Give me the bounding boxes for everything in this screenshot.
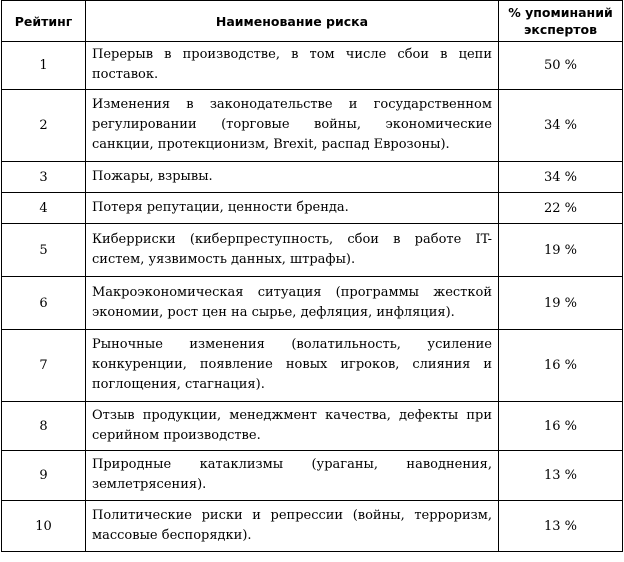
rank-cell: 2 <box>2 90 86 162</box>
table-row <box>2 277 623 330</box>
rank-cell: 5 <box>2 224 86 277</box>
rank-cell: 8 <box>2 402 86 451</box>
risk-name-cell: Рыночные изменения (волатильность, усиление конкуренции, появление новых игроков, слияния и поглощения, стагнация). <box>86 330 499 402</box>
percent-cell: 16 % <box>499 330 623 402</box>
percent-cell: 22 % <box>499 193 623 224</box>
rank-cell: 7 <box>2 330 86 402</box>
header-expert-percent: % упоминаний экспертов <box>499 1 623 42</box>
percent-cell: 19 % <box>499 277 623 330</box>
table-row <box>2 402 623 451</box>
rank-cell: 6 <box>2 277 86 330</box>
percent-cell: 34 % <box>499 162 623 193</box>
table-row <box>2 501 623 552</box>
table-row <box>2 330 623 402</box>
risk-name-cell: Перерыв в производстве, в том числе сбои в цепи поставок. <box>86 42 499 90</box>
table-row <box>2 42 623 90</box>
percent-cell: 16 % <box>499 402 623 451</box>
percent-cell: 34 % <box>499 90 623 162</box>
risk-name-cell: Киберриски (киберпреступность, сбои в работе IT-систем, уязвимость данных, штрафы). <box>86 224 499 277</box>
percent-cell: 13 % <box>499 451 623 501</box>
rank-cell: 3 <box>2 162 86 193</box>
risk-name-cell: Отзыв продукции, менеджмент качества, дефекты при серийном производстве. <box>86 402 499 451</box>
table-row <box>2 162 623 193</box>
risk-name-cell: Природные катаклизмы (ураганы, наводнения, землетрясения). <box>86 451 499 501</box>
risk-rating-table <box>1 0 623 552</box>
rank-cell: 4 <box>2 193 86 224</box>
percent-cell: 19 % <box>499 224 623 277</box>
percent-cell: 50 % <box>499 42 623 90</box>
table-row <box>2 224 623 277</box>
table-row <box>2 193 623 224</box>
risk-name-cell: Политические риски и репрессии (войны, терроризм, массовые беспорядки). <box>86 501 499 552</box>
rank-cell: 1 <box>2 42 86 90</box>
header-risk-name: Наименование риска <box>86 1 499 42</box>
rank-cell: 10 <box>2 501 86 552</box>
percent-cell: 13 % <box>499 501 623 552</box>
risk-name-cell: Потеря репутации, ценности бренда. <box>86 193 499 224</box>
table-header-row <box>2 1 623 42</box>
risk-name-cell: Изменения в законодательстве и государственном регулировании (торговые войны, экономические санкции, протекционизм, Brexit, распад Еврозоны). <box>86 90 499 162</box>
header-rank: Рейтинг <box>2 1 86 42</box>
rank-cell: 9 <box>2 451 86 501</box>
table-row <box>2 90 623 162</box>
table-row <box>2 451 623 501</box>
risk-name-cell: Пожары, взрывы. <box>86 162 499 193</box>
risk-name-cell: Макроэкономическая ситуация (программы жесткой экономии, рост цен на сырье, дефляция, инфляция). <box>86 277 499 330</box>
